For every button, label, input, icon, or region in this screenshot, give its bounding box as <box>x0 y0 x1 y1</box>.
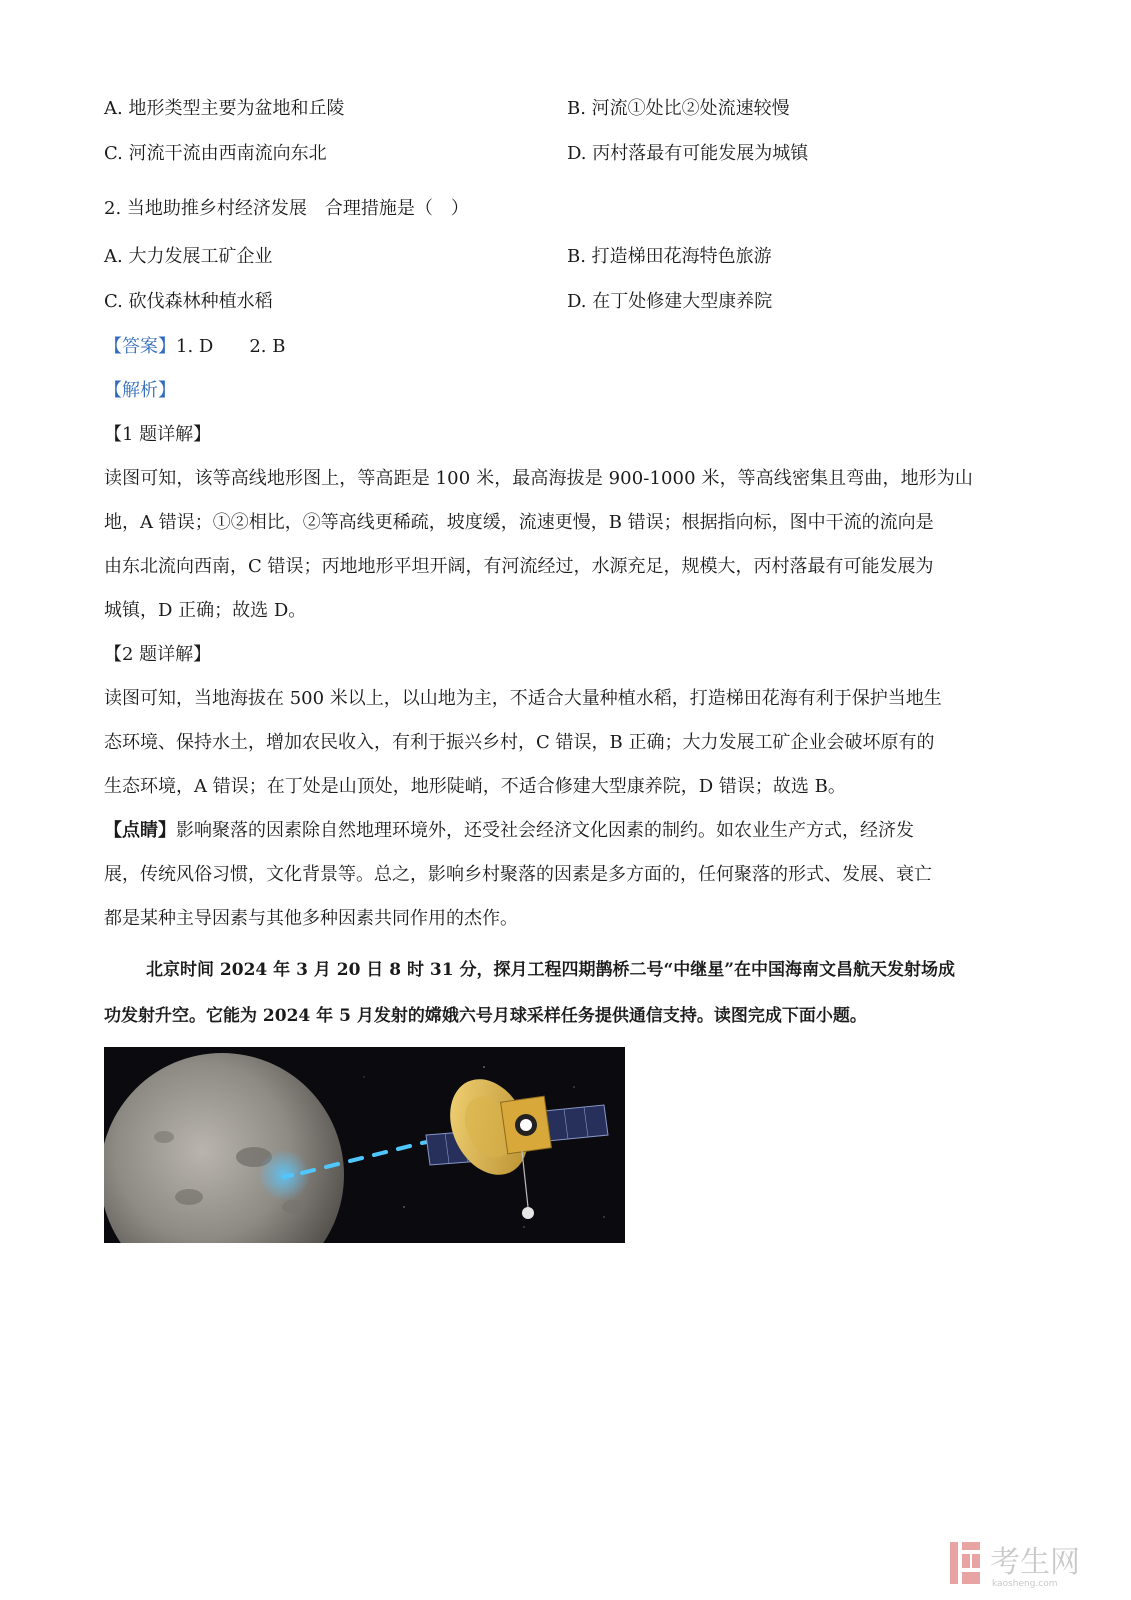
q2-stem: 2. 当地助推乡村经济发展 合理措施是（ ） <box>104 198 469 219</box>
passage-line-2: 功发射升空。它能为 2024 年 5 月发射的嫦娥六号月球采样任务提供通信支持。读图完成下面小题。 <box>104 1006 867 1026</box>
dianjing-line-1 <box>104 820 914 842</box>
detail1-line-1: 读图可知，该等高线地形图上，等高距是 100 米，最高海拔是 900-1000 米，等高线密集且弯曲，地形为山 <box>104 468 973 489</box>
q1-option-a: A. 地形类型主要为盆地和丘陵 <box>104 98 345 119</box>
detail2-line-1: 读图可知，当地海拔在 500 米以上，以山地为主，不适合大量种植水稻，打造梯田花海有利于保护当地生 <box>104 688 942 709</box>
detail1-line-3: 由东北流向西南，C 错误；丙地地形平坦开阔，有河流经过，水源充足，规模大，丙村落最有可能发展为 <box>104 556 934 577</box>
q2-option-b: B. 打造梯田花海特色旅游 <box>567 246 772 267</box>
detail1-line-2: 地，A 错误；①②相比，②等高线更稀疏，坡度缓，流速更慢，B 错误；根据指向标，图中干流的流向是 <box>104 512 934 533</box>
q2-option-c: C. 砍伐森林种植水稻 <box>104 291 273 312</box>
answer-line <box>104 336 285 358</box>
detail1-line-4: 城镇，D 正确；故选 D。 <box>104 600 307 621</box>
watermark-subtext: kaosheng.com <box>992 1579 1058 1588</box>
detail2-line-2: 态环境、保持水土，增加农民收入，有利于振兴乡村，C 错误，B 正确；大力发展工矿企业会破坏原有的 <box>104 732 935 753</box>
dianjing-text-1: 影响聚落的因素除自然地理环境外，还受社会经济文化因素的制约。如农业生产方式，经济发 <box>176 820 914 841</box>
detail2-heading: 【2 题详解】 <box>104 644 212 665</box>
passage-line-1: 北京时间 2024 年 3 月 20 日 8 时 31 分，探月工程四期鹊桥二号“中继星”在中国海南文昌航天发射场成 <box>146 960 956 980</box>
dianjing-line-3: 都是某种主导因素与其他多种因素共同作用的杰作。 <box>104 908 518 929</box>
watermark-logo <box>950 1538 1120 1588</box>
answer-tag: 【答案】 <box>104 336 176 357</box>
detail2-line-3: 生态环境，A 错误；在丁处是山顶处，地形陡峭，不适合修建大型康养院，D 错误；故选 B。 <box>104 776 846 797</box>
q1-option-c: C. 河流干流由西南流向东北 <box>104 143 327 164</box>
watermark-text: 考生网 <box>990 1545 1080 1580</box>
detail1-heading: 【1 题详解】 <box>104 424 212 445</box>
q1-option-b: B. 河流①处比②处流速较慢 <box>567 98 790 119</box>
q2-option-d: D. 在丁处修建大型康养院 <box>567 291 773 312</box>
answer-text: 1. D 2. B <box>176 336 286 357</box>
watermark-mark-icon <box>950 1542 980 1584</box>
moon-satellite-illustration <box>104 1047 625 1243</box>
q2-option-a: A. 大力发展工矿企业 <box>104 246 273 267</box>
q1-option-d: D. 丙村落最有可能发展为城镇 <box>567 143 809 164</box>
dianjing-tag: 【点睛】 <box>104 820 176 841</box>
dianjing-line-2: 展，传统风俗习惯，文化背景等。总之，影响乡村聚落的因素是多方面的，任何聚落的形式、发展、衰亡 <box>104 864 932 885</box>
analysis-tag: 【解析】 <box>104 380 176 401</box>
